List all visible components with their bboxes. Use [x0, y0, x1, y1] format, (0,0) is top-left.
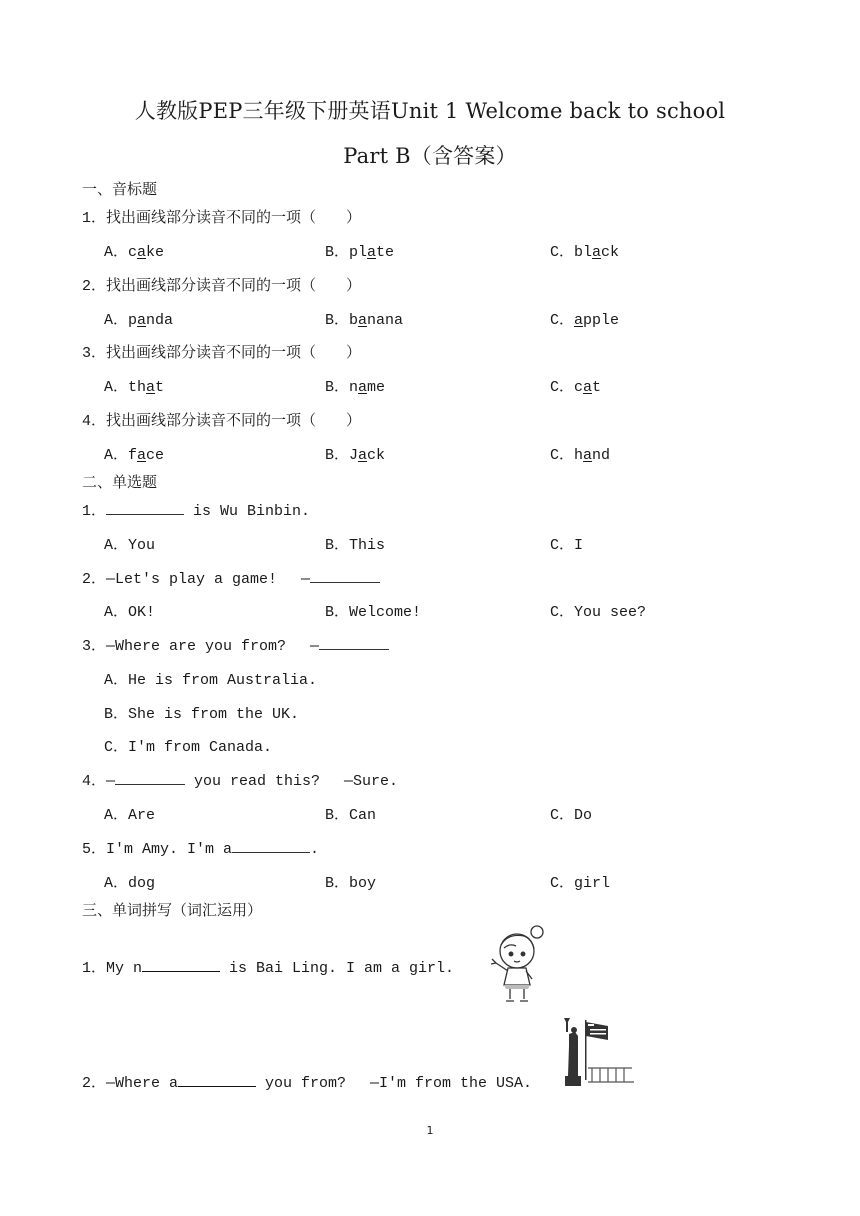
page-title-line1: 人教版PEP三年级下册英语Unit 1 Welcome back to school — [134, 99, 726, 123]
phonics-q1-option-c[interactable]: C．black — [550, 244, 620, 261]
phonics-q3-option-a[interactable]: A．that — [104, 379, 165, 396]
choice-question-3: 3．—Where are you from? — — [82, 634, 389, 655]
choice-q2-option-a[interactable]: A．OK! — [104, 604, 156, 621]
phonics-q4-option-c[interactable]: C．hand — [550, 447, 611, 464]
phonics-q4-option-b[interactable]: B．Jack — [325, 447, 386, 464]
phonics-question-2: 2．找出画线部分读音不同的一项（ ） — [82, 278, 362, 295]
choice-q3-option-a[interactable]: A．He is from Australia. — [104, 672, 318, 689]
phonics-question-1: 1．找出画线部分读音不同的一项（ ） — [82, 210, 362, 227]
answer-blank[interactable] — [142, 957, 220, 972]
choice-question-2: 2．—Let's play a game! — — [82, 567, 380, 588]
phonics-q2-option-c[interactable]: C．apple — [550, 312, 620, 329]
choice-question-4: 4．— you read this? —Sure. — [82, 769, 398, 790]
answer-blank[interactable] — [106, 500, 184, 515]
choice-q2-option-c[interactable]: C．You see? — [550, 604, 647, 621]
section-heading-phonics: 一、音标题 — [82, 180, 158, 198]
page-number: 1 — [426, 1124, 434, 1137]
statue-of-liberty-icon — [560, 1016, 634, 1088]
choice-q4-option-b[interactable]: B．Can — [325, 807, 377, 824]
phonics-question-4: 4．找出画线部分读音不同的一项（ ） — [82, 413, 362, 430]
phonics-q2-option-b[interactable]: B．banana — [325, 312, 404, 329]
spelling-question-1: 1．My n is Bai Ling. I am a girl. — [82, 956, 454, 977]
choice-q3-option-b[interactable]: B．She is from the UK. — [104, 706, 300, 723]
girl-cartoon-icon — [484, 921, 546, 1007]
phonics-q1-option-b[interactable]: B．plate — [325, 244, 395, 261]
choice-q5-option-c[interactable]: C．girl — [550, 875, 611, 892]
section-heading-spelling: 三、单词拼写（词汇运用） — [82, 901, 263, 919]
choice-q4-option-a[interactable]: A．Are — [104, 807, 156, 824]
phonics-question-3: 3．找出画线部分读音不同的一项（ ） — [82, 345, 362, 362]
choice-q1-option-b[interactable]: B．This — [325, 537, 386, 554]
page-title — [0, 95, 860, 125]
choice-q5-option-a[interactable]: A．dog — [104, 875, 156, 892]
phonics-q1-option-a[interactable]: A．cake — [104, 244, 165, 261]
answer-blank[interactable] — [232, 838, 310, 853]
choice-q1-option-c[interactable]: C．I — [550, 537, 584, 554]
choice-q5-option-b[interactable]: B．boy — [325, 875, 377, 892]
choice-q3-option-c[interactable]: C．I'm from Canada. — [104, 739, 273, 756]
answer-blank[interactable] — [319, 635, 389, 650]
phonics-q3-option-b[interactable]: B．name — [325, 379, 386, 396]
section-heading-single-choice: 二、单选题 — [82, 473, 158, 491]
phonics-q3-option-c[interactable]: C．cat — [550, 379, 602, 396]
page-subtitle — [0, 140, 860, 170]
page-title-line2: Part B（含答案） — [343, 144, 517, 168]
answer-blank[interactable] — [178, 1072, 256, 1087]
choice-q4-option-c[interactable]: C．Do — [550, 807, 593, 824]
spelling-question-2: 2．—Where a you from? —I'm from the USA. — [82, 1071, 532, 1092]
choice-q2-option-b[interactable]: B．Welcome! — [325, 604, 422, 621]
choice-q1-option-a[interactable]: A．You — [104, 537, 156, 554]
answer-blank[interactable] — [115, 770, 185, 785]
answer-blank[interactable] — [310, 568, 380, 583]
choice-question-5: 5．I'm Amy. I'm a . — [82, 837, 319, 858]
phonics-q4-option-a[interactable]: A．face — [104, 447, 165, 464]
phonics-q2-option-a[interactable]: A．panda — [104, 312, 174, 329]
choice-question-1: 1． is Wu Binbin. — [82, 499, 310, 520]
